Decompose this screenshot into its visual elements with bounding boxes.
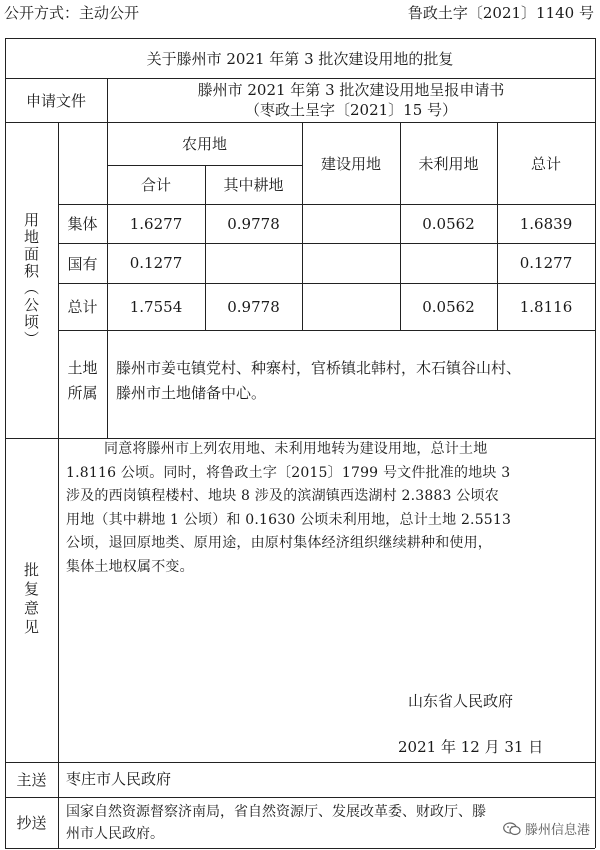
wechat-icon — [503, 822, 521, 836]
row-name: 总计 — [67, 298, 98, 316]
application-line-2: （枣政土呈字〔2021〕15 号） — [244, 101, 458, 119]
application-line-1: 滕州市 2021 年第 3 批次建设用地呈报申请书 — [197, 81, 505, 99]
ownership-value — [116, 356, 594, 406]
header-construction-land: 建设用地 — [320, 154, 381, 173]
approval-line: 同意将滕州市上列农用地、未利用地转为建设用地，总计土地 — [104, 441, 488, 457]
cell-arable: 0.9778 — [227, 214, 280, 233]
header-arable: 其中耕地 — [223, 176, 284, 194]
approval-line: 用地（其中耕地 1 公顷）和 0.1630 公顷未利用地，总计土地 2.5513 — [66, 511, 512, 528]
header-farmland: 农用地 — [181, 135, 227, 153]
header-grand-total: 总计 — [530, 154, 561, 173]
cell-construction — [302, 204, 400, 243]
ownership-line-1: 滕州市姜屯镇党村、种寨村，官桥镇北韩村，木石镇谷山村、 — [116, 359, 522, 377]
cell-unused — [400, 243, 497, 283]
ownership-label — [58, 356, 107, 406]
application-label: 申请文件 — [25, 91, 86, 110]
row-name: 国有 — [67, 254, 98, 273]
copy-send-line-2: 州市人民政府。 — [66, 826, 164, 842]
copy-send-label: 抄送 — [16, 814, 47, 832]
cell-construction — [302, 283, 400, 330]
ownership-line-2: 滕州市土地储备中心。 — [116, 384, 267, 402]
approval-line: 公顷，退回原地类、原用途，由原村集体经济组织继续耕种和使用， — [66, 535, 492, 551]
document-number: 鲁政土字〔2021〕1140 号 — [407, 4, 594, 22]
copy-send-line-1: 国家自然资源督察济南局，省自然资源厅、发展改革委、财政厅、滕 — [66, 804, 486, 820]
cell-total: 0.1277 — [519, 254, 573, 272]
approval-line: 涉及的西岗镇程楼村、地块 8 涉及的滨湖镇西迭湖村 2.3883 公顷农 — [66, 488, 499, 504]
cell-construction — [302, 243, 400, 283]
signer: 山东省人民政府 — [408, 692, 514, 710]
area-label-cell — [5, 122, 58, 438]
cell-arable: 0.9778 — [227, 297, 280, 316]
cell-farm-total: 1.6277 — [129, 214, 183, 233]
source-watermark — [501, 819, 592, 838]
approval-label-cell — [5, 438, 58, 762]
header-unused-land: 未利用地 — [418, 154, 479, 173]
disclosure-mode: 公开方式：主动公开 — [4, 4, 140, 22]
ownership-label-line-2: 所属 — [67, 384, 98, 402]
cell-total: 1.6839 — [519, 214, 573, 233]
cell-arable — [205, 243, 302, 283]
watermark-text: 滕州信息港 — [524, 823, 590, 838]
header-farmland-subtotal: 合计 — [140, 176, 171, 194]
approval-line: 集体土地权属不变。 — [66, 558, 194, 575]
cell-total: 1.8116 — [519, 297, 573, 316]
cell-unused: 0.0562 — [422, 297, 475, 316]
main-send-value: 枣庄市人民政府 — [66, 770, 172, 788]
cell-unused: 0.0562 — [422, 214, 475, 233]
approval-line: 1.8116 公顷。同时，将鲁政土字〔2015〕1799 号文件批准的地块 3 — [66, 464, 511, 481]
row-name: 集体 — [67, 215, 98, 233]
area-label: 用地面积（公顷） — [22, 212, 40, 348]
approval-text — [66, 438, 592, 579]
cell-farm-total: 0.1277 — [129, 254, 183, 272]
cell-farm-total: 1.7554 — [129, 297, 183, 316]
ownership-label-line-1: 土地 — [67, 359, 98, 377]
main-send-label: 主送 — [16, 771, 47, 789]
document-title: 关于滕州市 2021 年第 3 批次建设用地的批复 — [146, 49, 454, 68]
approval-date: 2021 年 12 月 31 日 — [398, 738, 544, 756]
approval-label: 批复意见 — [22, 562, 40, 638]
application-document — [107, 80, 595, 120]
